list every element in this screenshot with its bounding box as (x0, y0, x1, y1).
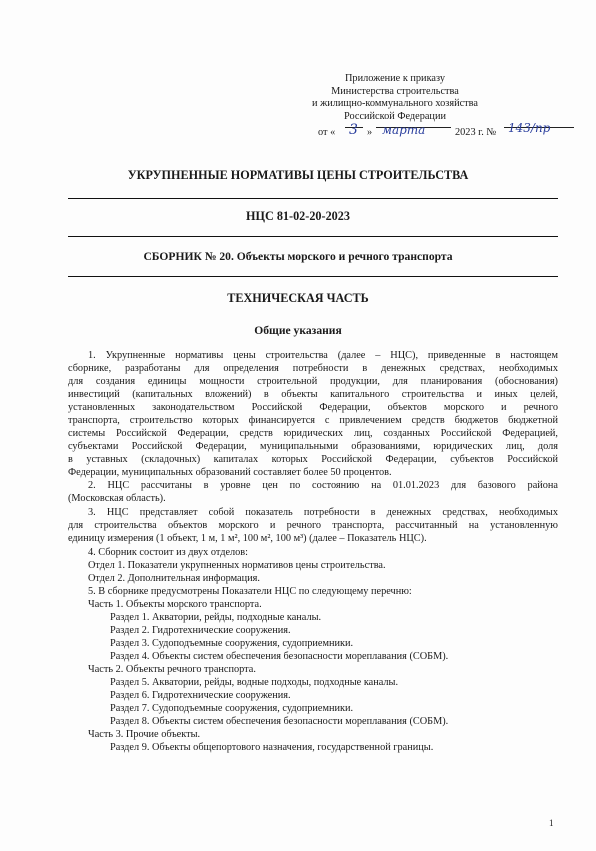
body-line: 3. НЦС представляет собой показатель потребности в денежных средствах, необходимых (88, 507, 558, 518)
collection-title: СБОРНИК № 20. Объекты морского и речного транспорта (143, 250, 453, 263)
body-line: 2. НЦС рассчитаны в уровне цен по состоянию на 01.01.2023 для базового района (88, 480, 558, 491)
body-line: Раздел 6. Гидротехнические сооружения. (110, 690, 291, 701)
section-title: ТЕХНИЧЕСКАЯ ЧАСТЬ (227, 291, 369, 305)
body-line: Отдел 1. Показатели укрупненных нормативов цены строительства. (88, 560, 386, 571)
divider-3 (68, 276, 558, 277)
appendix-line-4: Российской Федерации (344, 110, 446, 122)
body-line: Раздел 9. Объекты общепортового назначения, государственной границы. (110, 742, 434, 753)
handwritten-order-number: 143/пр (508, 121, 551, 135)
appendix-header (300, 73, 490, 123)
body-line: субъектами Российской Федерации, муниципальными образованиями, юридических лиц, доля (68, 441, 558, 452)
subsection-title: Общие указания (254, 324, 342, 337)
body-line: Раздел 5. Акватории, рейды, водные подходы, подходные каналы. (110, 677, 399, 688)
body-line: для создания единицы мощности строительной продукции, для планирования (обоснования) (68, 376, 558, 387)
body-line: 5. В сборнике предусмотрены Показатели НЦС по следующему перечню: (88, 586, 412, 597)
body-line: транспорта, строительство которых финансируется с привлечением средств бюджетов бюджетной (68, 415, 558, 426)
divider-2 (68, 236, 558, 237)
main-title: УКРУПНЕННЫЕ НОРМАТИВЫ ЦЕНЫ СТРОИТЕЛЬСТВА (127, 168, 469, 182)
body-line: Раздел 8. Объекты систем обеспечения безопасности мореплавания (СОБМ). (110, 716, 449, 727)
date-close-quote: » (367, 127, 373, 138)
body-line: сборнике, разработаны для определения потребности в денежных средствах, необходимых (68, 363, 558, 374)
body-line: в уставных (складочных) капиталах которых Российской Федерации, субъектов Российской (68, 454, 558, 465)
year-number-label: 2023 г. № (455, 127, 497, 138)
appendix-line-2: Министерства строительства (331, 85, 459, 97)
divider-1 (68, 198, 558, 199)
body-line: 1. Укрупненные нормативы цены строительства (далее – НЦС), приведенные в настоящем (88, 350, 558, 361)
body-line: для строительства объектов морского и речного транспорта, рассчитанный на установленную (68, 520, 558, 531)
body-line: Раздел 3. Судоподъемные сооружения, судоприемники. (110, 638, 354, 649)
body-line: единицу измерения (1 объект, 1 м, 1 м², 100 м², 100 м³) (далее – Показатель НЦС). (68, 533, 427, 544)
body-line: Раздел 1. Акватории, рейды, подходные каналы. (110, 612, 322, 623)
handwritten-day: 3 (349, 122, 358, 138)
body-line: Часть 3. Прочие объекты. (88, 729, 201, 740)
date-prefix: от « (318, 127, 336, 138)
body-line: инвестиций (капитальных вложений) в объекты капитального строительства и иных целей, (68, 389, 558, 400)
body-line: установленных законодательством Российской Федерации, объектов морского и речного (68, 402, 558, 413)
norm-code: НЦС 81-02-20-2023 (246, 209, 350, 223)
body-line: (Московская область). (68, 493, 166, 504)
body-line: Раздел 4. Объекты систем обеспечения безопасности мореплавания (СОБМ). (110, 651, 449, 662)
body-line: Федерации, муниципальных образований составляет более 50 процентов. (68, 467, 392, 478)
body-line: системы Российской Федерации, средств юридических лиц, созданных Российской Федерацией, (68, 428, 558, 439)
body-line: Отдел 2. Дополнительная информация. (88, 573, 260, 584)
page-number: 1 (549, 818, 554, 828)
body-line: Раздел 2. Гидротехнические сооружения. (110, 625, 291, 636)
handwritten-month: марта (382, 123, 426, 137)
body-line: Часть 1. Объекты морского транспорта. (88, 599, 262, 610)
appendix-line-1: Приложение к приказу (344, 73, 445, 84)
appendix-line-3: и жилищно-коммунального хозяйства (312, 98, 478, 110)
order-date-line (318, 123, 578, 141)
body-line: 4. Сборник состоит из двух отделов: (88, 547, 249, 558)
body-line: Раздел 7. Судоподъемные сооружения, судоприемники. (110, 703, 354, 714)
body-line: Часть 2. Объекты речного транспорта. (88, 664, 256, 675)
